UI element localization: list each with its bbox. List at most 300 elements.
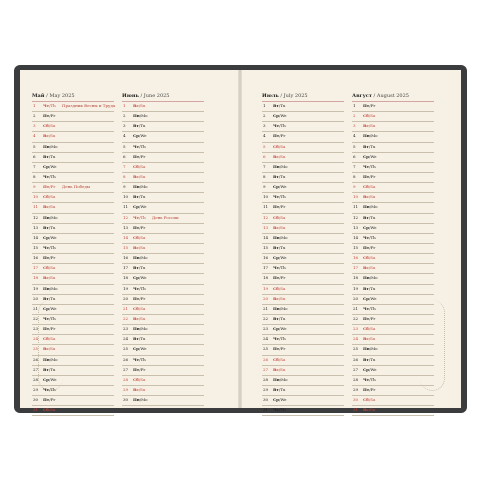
day-number: 16 (263, 255, 269, 261)
weekday-en: /Su (278, 366, 286, 372)
day-number: 21 (353, 305, 359, 311)
weekday-label (363, 356, 375, 365)
weekday-label (43, 254, 55, 263)
day-number: 29 (123, 386, 129, 392)
weekday-label (133, 264, 145, 273)
weekday-ru: Сб (363, 397, 369, 403)
weekday-en: /Mo (369, 275, 378, 281)
weekday-en: /Su (278, 153, 286, 159)
weekday-ru: Пт (273, 204, 280, 210)
day-row (352, 163, 434, 173)
weekday-en: /Th (49, 244, 56, 250)
weekday-ru: Чт (363, 305, 370, 311)
month-header (32, 92, 114, 102)
weekday-ru: Сб (133, 163, 139, 169)
weekday-ru: Вт (363, 214, 369, 220)
weekday-ru: Вс (273, 295, 279, 301)
day-number: 15 (123, 244, 129, 250)
weekday-en: /Fr (369, 315, 376, 321)
weekday-en: /Fr (279, 204, 286, 210)
weekday-en: /Th (369, 163, 376, 169)
day-number: 8 (353, 173, 356, 179)
weekday-ru: Чт (363, 163, 370, 169)
day-row (262, 122, 344, 132)
weekday-en: /We (48, 234, 57, 240)
weekday-en: /Sa (368, 326, 376, 332)
weekday-en: /Sa (278, 356, 286, 362)
weekday-ru: Пн (363, 133, 370, 139)
weekday-ru: Вс (133, 315, 139, 321)
weekday-ru: Вт (133, 123, 139, 129)
weekday-label (133, 132, 146, 141)
day-row (122, 254, 204, 264)
day-number: 3 (353, 123, 356, 129)
day-number: 6 (263, 153, 266, 159)
weekday-en: /Th (49, 386, 56, 392)
day-row (32, 264, 114, 274)
weekday-ru: Сб (133, 234, 139, 240)
weekday-en: /We (368, 366, 377, 372)
weekday-label (273, 173, 285, 182)
weekday-label (363, 335, 376, 344)
day-number: 25 (33, 346, 39, 352)
day-number: 23 (263, 326, 269, 332)
weekday-ru: Ср (363, 295, 369, 301)
weekday-en: /Su (368, 336, 376, 342)
day-row (262, 264, 344, 274)
weekday-en: /We (278, 255, 287, 261)
day-row (122, 376, 204, 386)
weekday-label (133, 325, 148, 334)
day-row (32, 102, 114, 112)
weekday-label (273, 143, 285, 152)
day-number: 19 (123, 285, 129, 291)
weekday-label (133, 183, 148, 192)
weekday-ru: Вт (133, 265, 139, 271)
weekday-en: /Su (138, 173, 146, 179)
day-row (262, 183, 344, 193)
day-number: 22 (263, 315, 269, 321)
weekday-ru: Пт (273, 346, 280, 352)
weekday-en: /Su (48, 275, 56, 281)
weekday-ru: Вс (363, 194, 369, 200)
day-number: 2 (33, 113, 36, 119)
weekday-en: /Tu (278, 315, 286, 321)
weekday-en: /Tu (368, 214, 376, 220)
weekday-ru: Вс (363, 336, 369, 342)
weekday-label (43, 345, 56, 354)
day-number: 25 (123, 346, 129, 352)
day-row (32, 214, 114, 224)
weekday-label (273, 224, 286, 233)
holiday-note: День России (152, 214, 179, 220)
weekday-ru: Сб (133, 376, 139, 382)
day-row (262, 224, 344, 234)
weekday-label (363, 386, 375, 395)
day-row (122, 112, 204, 122)
day-number: 8 (263, 173, 266, 179)
day-row (262, 305, 344, 315)
weekday-ru: Сб (43, 336, 49, 342)
day-number: 3 (123, 123, 126, 129)
day-number: 28 (263, 376, 269, 382)
weekday-ru: Ср (43, 163, 49, 169)
day-row (32, 173, 114, 183)
day-row (32, 224, 114, 234)
day-number: 2 (353, 113, 356, 119)
weekday-en: /Th (139, 285, 146, 291)
day-number: 22 (33, 315, 39, 321)
weekday-en: /Tu (368, 285, 376, 291)
weekday-label (363, 102, 375, 111)
weekday-label (43, 203, 56, 212)
day-row (32, 153, 114, 163)
day-number: 10 (263, 194, 269, 200)
weekday-en: /Su (368, 265, 376, 271)
weekday-ru: Вс (273, 224, 279, 230)
day-row (122, 274, 204, 284)
day-row (352, 274, 434, 284)
weekday-ru: Сб (363, 255, 369, 261)
weekday-ru: Вс (43, 204, 49, 210)
day-row (122, 122, 204, 132)
weekday-ru: Пн (133, 184, 140, 190)
day-number: 3 (263, 123, 266, 129)
weekday-label (133, 153, 145, 162)
day-row (262, 366, 344, 376)
weekday-label (273, 325, 286, 334)
weekday-en: /We (368, 153, 377, 159)
weekday-label (43, 193, 55, 202)
day-row (352, 234, 434, 244)
weekday-label (43, 224, 55, 233)
day-number: 18 (33, 275, 39, 281)
day-row (32, 254, 114, 264)
day-row (352, 183, 434, 193)
weekday-en: /Fr (279, 133, 286, 139)
weekday-label (363, 183, 375, 192)
day-row (262, 315, 344, 325)
weekday-ru: Ср (43, 376, 49, 382)
weekday-en: /Fr (49, 255, 56, 261)
weekday-ru: Чт (43, 173, 50, 179)
day-number: 15 (33, 244, 39, 250)
day-row (352, 122, 434, 132)
weekday-ru: Чт (133, 285, 140, 291)
weekday-ru: Чт (363, 234, 370, 240)
day-number: 15 (353, 244, 359, 250)
weekday-label (43, 356, 58, 365)
weekday-en: /Sa (368, 113, 376, 119)
weekday-ru: Пт (273, 275, 280, 281)
day-row (352, 264, 434, 274)
weekday-label (43, 295, 55, 304)
day-row (32, 244, 114, 254)
weekday-en: /Mo (279, 376, 288, 382)
day-number: 2 (263, 113, 266, 119)
day-row (352, 224, 434, 234)
month-header (122, 92, 204, 102)
day-number: 7 (33, 163, 36, 169)
weekday-en: /Tu (48, 295, 56, 301)
weekday-ru: Чт (43, 244, 50, 250)
day-row (262, 163, 344, 173)
weekday-ru: Вс (363, 407, 369, 413)
day-row (262, 325, 344, 335)
day-number: 30 (123, 397, 129, 403)
day-row (262, 254, 344, 264)
day-row (262, 143, 344, 153)
weekday-ru: Вт (273, 103, 279, 108)
weekday-label (273, 396, 286, 405)
day-number: 17 (123, 265, 129, 271)
day-row (32, 234, 114, 244)
weekday-label (273, 274, 285, 283)
day-row (262, 132, 344, 142)
weekday-ru: Пт (363, 315, 370, 321)
weekday-label (273, 193, 286, 202)
weekday-ru: Ср (363, 366, 369, 372)
weekday-en: /Fr (369, 103, 376, 108)
day-number: 12 (353, 214, 359, 220)
day-number: 24 (353, 336, 359, 342)
day-row (262, 112, 344, 122)
day-number: 8 (123, 173, 126, 179)
weekday-label (273, 163, 288, 172)
weekday-en: /Tu (278, 386, 286, 392)
day-number: 26 (123, 356, 129, 362)
weekday-ru: Сб (133, 305, 139, 311)
weekday-label (273, 203, 285, 212)
weekday-label (273, 295, 286, 304)
day-row (352, 153, 434, 163)
weekday-label (273, 244, 285, 253)
day-number: 2 (123, 113, 126, 119)
weekday-en: /Su (138, 244, 146, 250)
month-title-ru: Июль (262, 93, 279, 99)
weekday-en: /Fr (49, 397, 56, 403)
weekday-ru: Чт (133, 356, 140, 362)
day-row (122, 143, 204, 153)
weekday-en: /Fr (49, 326, 56, 332)
weekday-ru: Чт (273, 123, 280, 129)
day-number: 26 (33, 356, 39, 362)
weekday-ru: Вс (363, 123, 369, 129)
weekday-label (133, 315, 146, 324)
day-row (32, 274, 114, 284)
weekday-ru: Пт (133, 295, 140, 301)
day-row (32, 132, 114, 142)
weekday-en: /Su (48, 133, 56, 139)
weekday-ru: Вт (43, 366, 49, 372)
weekday-ru: Сб (43, 194, 49, 200)
day-number: 9 (353, 184, 356, 190)
weekday-en: /Th (279, 407, 286, 413)
weekday-ru: Пн (133, 113, 140, 119)
day-row (352, 285, 434, 295)
weekday-label (133, 376, 145, 385)
weekday-label (43, 376, 56, 385)
day-number: 16 (33, 255, 39, 261)
day-row (352, 345, 434, 355)
weekday-label (273, 102, 285, 111)
weekday-ru: Ср (43, 234, 49, 240)
day-row (352, 406, 434, 416)
weekday-ru: Вт (43, 295, 49, 301)
weekday-label (43, 274, 56, 283)
day-number: 28 (123, 376, 129, 382)
weekday-label (273, 153, 286, 162)
weekday-label (133, 224, 145, 233)
weekday-ru: Вс (43, 275, 49, 281)
day-row (352, 254, 434, 264)
day-number: 29 (33, 386, 39, 392)
weekday-ru: Чт (273, 336, 280, 342)
day-number: 31 (353, 407, 359, 413)
weekday-label (363, 203, 378, 212)
weekday-en: /Fr (139, 366, 146, 372)
weekday-label (43, 234, 56, 243)
weekday-en: /Sa (48, 123, 56, 129)
weekday-label (133, 366, 145, 375)
day-number: 23 (33, 326, 39, 332)
weekday-label (363, 244, 375, 253)
weekday-ru: Пн (133, 397, 140, 403)
weekday-label (133, 203, 146, 212)
weekday-en: /Su (138, 386, 146, 392)
weekday-label (363, 406, 376, 415)
weekday-label (133, 254, 148, 263)
weekday-ru: Ср (133, 275, 139, 281)
day-number: 9 (123, 184, 126, 190)
weekday-ru: Вт (133, 194, 139, 200)
day-number: 11 (353, 204, 359, 210)
day-number: 24 (263, 336, 269, 342)
weekday-ru: Чт (273, 265, 280, 271)
holiday-note: Праздник Весны и Труда (62, 103, 116, 108)
weekday-ru: Вт (363, 143, 369, 149)
weekday-ru: Вт (273, 315, 279, 321)
weekday-en: /We (48, 376, 57, 382)
weekday-en: /Mo (139, 255, 148, 261)
day-number: 20 (263, 295, 269, 301)
weekday-ru: Вс (273, 366, 279, 372)
day-row (32, 356, 114, 366)
day-number: 3 (33, 123, 36, 129)
weekday-en: /Sa (138, 163, 146, 169)
weekday-en: /Tu (368, 356, 376, 362)
weekday-label (133, 356, 146, 365)
day-row (352, 143, 434, 153)
day-row (352, 193, 434, 203)
weekday-en: /We (138, 204, 147, 210)
weekday-label (273, 366, 286, 375)
weekday-en: /Sa (48, 194, 56, 200)
weekday-ru: Пт (363, 103, 370, 108)
weekday-en: /Su (138, 315, 146, 321)
weekday-label (273, 356, 285, 365)
day-row (122, 396, 204, 406)
weekday-label (273, 214, 285, 223)
weekday-en: /Tu (138, 336, 146, 342)
weekday-label (43, 386, 56, 395)
weekday-en: /Fr (279, 346, 286, 352)
weekday-en: /Su (368, 194, 376, 200)
weekday-en: /Su (48, 346, 56, 352)
weekday-label (43, 173, 56, 182)
weekday-ru: Сб (363, 326, 369, 332)
weekday-label (273, 305, 288, 314)
weekday-en: /Th (139, 214, 146, 220)
weekday-en: /Su (138, 103, 146, 108)
month-title-ru: Август (352, 93, 372, 99)
day-number: 13 (123, 224, 129, 230)
weekday-ru: Пн (43, 214, 50, 220)
day-row (122, 132, 204, 142)
weekday-en: /Fr (369, 244, 376, 250)
weekday-label (363, 376, 376, 385)
day-row (122, 193, 204, 203)
weekday-en: /Sa (138, 234, 146, 240)
day-row (122, 244, 204, 254)
day-number: 23 (353, 326, 359, 332)
day-row (32, 183, 114, 193)
day-number: 14 (353, 234, 359, 240)
day-number: 9 (263, 184, 266, 190)
day-row (262, 376, 344, 386)
weekday-en: /We (278, 326, 287, 332)
day-row (262, 345, 344, 355)
weekday-label (363, 132, 378, 141)
day-number: 17 (263, 265, 269, 271)
weekday-en: /Tu (278, 103, 286, 108)
day-number: 16 (123, 255, 129, 261)
weekday-ru: Вт (43, 224, 49, 230)
weekday-label (363, 224, 376, 233)
day-number: 14 (33, 234, 39, 240)
day-number: 21 (123, 305, 129, 311)
day-row (262, 295, 344, 305)
weekday-label (363, 315, 375, 324)
weekday-ru: Ср (363, 224, 369, 230)
weekday-label (363, 214, 375, 223)
weekday-en: /Sa (278, 285, 286, 291)
day-row (262, 386, 344, 396)
weekday-ru: Пт (273, 133, 280, 139)
weekday-ru: Ср (273, 397, 279, 403)
weekday-label (43, 244, 56, 253)
weekday-ru: Пн (133, 255, 140, 261)
day-number: 20 (33, 295, 39, 301)
day-number: 14 (123, 234, 129, 240)
day-number: 9 (33, 184, 36, 190)
weekday-label (273, 234, 288, 243)
day-number: 27 (263, 366, 269, 372)
weekday-label (133, 396, 148, 405)
weekday-label (133, 112, 148, 121)
weekday-label (43, 132, 56, 141)
weekday-ru: Сб (273, 214, 279, 220)
day-row (352, 366, 434, 376)
day-number: 1 (263, 103, 266, 108)
weekday-en: /Th (139, 356, 146, 362)
weekday-en: /We (48, 163, 57, 169)
month-title-en: / July 2025 (278, 93, 308, 99)
day-row (352, 214, 434, 224)
day-number: 31 (263, 407, 269, 413)
day-row (122, 203, 204, 213)
day-number: 15 (263, 244, 269, 250)
